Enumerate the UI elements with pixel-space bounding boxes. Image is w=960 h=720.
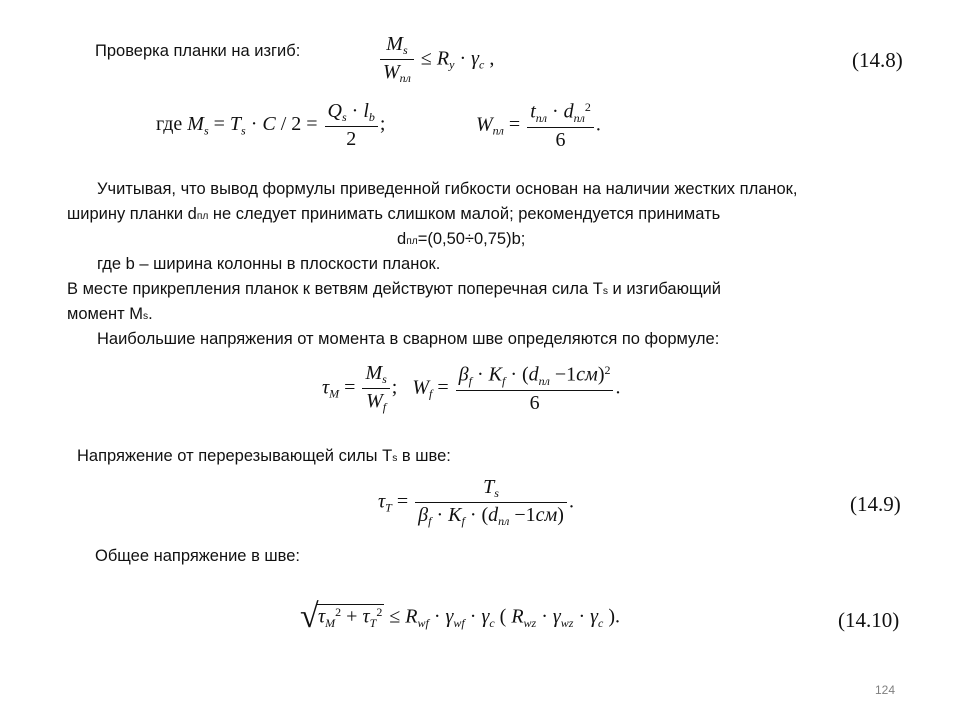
equation-number-14-9: (14.9) xyxy=(850,492,901,516)
formula-moment-stress: $\tau_M$ = $\frac{M_s}{W_f}$ ; $W_f$ = $\frac{\beta_f \cdot K_f \cdot (d_{пл} -1см)^2}{6}$ . xyxy=(322,362,621,415)
equation-number-14-8: (14.8) xyxy=(852,48,903,72)
total-stress-label: Общее напряжение в шве: xyxy=(95,547,300,565)
formula-bending-check: $\frac{M_s}{W_{пл}}$ ≤ $R_y \cdot \gamma_c$ , xyxy=(378,33,494,86)
page-number: 124 xyxy=(875,683,896,697)
shear-stress-label: Напряжение от перерезывающей силы Ts в шве: xyxy=(77,447,451,465)
bending-check-label: Проверка планки на изгиб: xyxy=(95,42,301,60)
paragraph-line-6: момент Ms. xyxy=(67,305,153,323)
paragraph-line-1: Учитывая, что вывод формулы приведенной гибкости основан на наличии жестких планок, xyxy=(97,180,798,198)
paragraph-line-4: где b – ширина колонны в плоскости планок. xyxy=(97,255,441,273)
paragraph-line-7: Наибольшие напряжения от момента в сварном шве определяются по формуле: xyxy=(97,330,720,348)
recommended-width-formula: dпл=(0,50÷0,75)b; xyxy=(397,230,526,248)
formula-section-modulus: $W_{пл}$ = $\frac{t_{пл} \cdot d_{пл}^2}{6}$ . xyxy=(476,100,601,151)
paragraph-line-5: В месте прикрепления планок к ветвям действуют поперечная сила Ts и изгибающий xyxy=(67,280,721,298)
denominator-two: 2 xyxy=(346,128,357,151)
denominator-six: 6 xyxy=(555,128,566,151)
formula-shear-stress: $\tau_T$ = $\frac{T_s}{\beta_f \cdot K_f \cdot (d_{пл} -1см)}$ . xyxy=(378,476,574,529)
formula-moment-definition: где $M_s = T_s \cdot C / 2$ = $\frac{Q_s \cdot l_b}{2}$ ; xyxy=(156,100,386,151)
formula-total-stress: √ $\tau_M^2 + \tau_T^2 \le R_{wf} \cdot \gamma_{wf} \cdot \gamma_c$ ( $R_{wz} \cdot \gamma_{wz} \cdot \gamma_c$ ). xyxy=(300,598,621,635)
equation-number-14-10: (14.10) xyxy=(838,608,900,632)
paragraph-line-2: ширину планки dпл не следует принимать слишком малой; рекомендуется принимать xyxy=(67,205,721,223)
where-word: где xyxy=(156,113,183,136)
